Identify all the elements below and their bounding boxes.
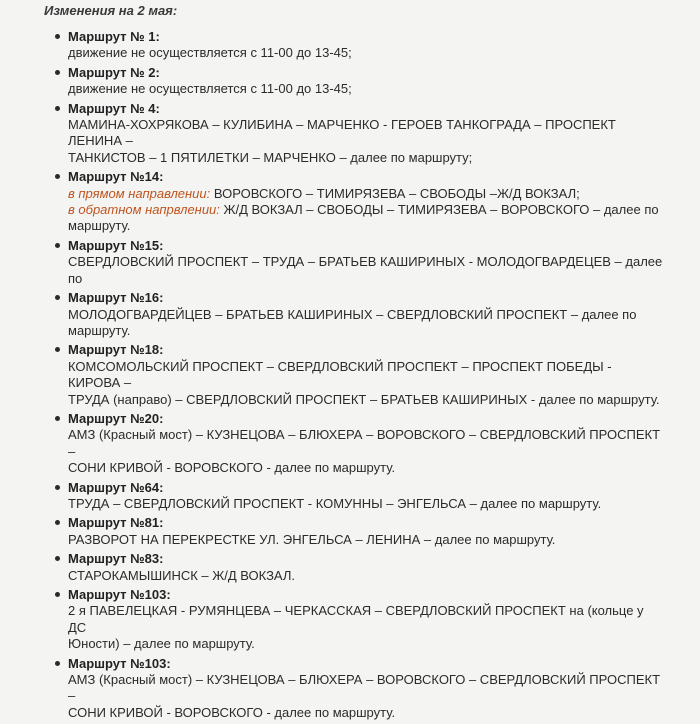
article-content [44, 0, 684, 720]
route-name: Маршрут №18: [68, 342, 164, 358]
list-item-route-81 [55, 515, 665, 548]
reverse-direction-text: Ж/Д ВОКЗАЛ – СВОБОДЫ – ТИМИРЯЗЕВА – ВОРОВСКОГО – далее по [219, 202, 659, 218]
route-description: СВЕРДЛОВСКИЙ ПРОСПЕКТ – ТРУДА – БРАТЬЕВ КАШИРИНЫХ - МОЛОДОГВАРДЕЦЕВ – далее по [68, 254, 663, 286]
route-name: Маршрут №20: [68, 410, 164, 426]
list-item-route-1 [55, 29, 665, 62]
route-description: маршруту. [68, 218, 131, 234]
route-description: маршруту. [68, 322, 131, 338]
list-item-route-64 [55, 480, 665, 513]
route-description: СТАРОКАМЫШИНСК – Ж/Д ВОКЗАЛ. [68, 567, 296, 583]
route-description: КОМСОМОЛЬСКИЙ ПРОСПЕКТ – СВЕРДЛОВСКИЙ ПРОСПЕКТ – ПРОСПЕКТ ПОБЕДЫ - КИРОВА – [68, 358, 612, 391]
route-description: ТРУДА (направо) – СВЕРДЛОВСКИЙ ПРОСПЕКТ – БРАТЬЕВ КАШИРИНЫХ - далее по маршруту. [68, 391, 660, 407]
route-description: движение не осуществляется с 11-00 до 13-45; [68, 81, 352, 97]
list-item-route-20 [55, 411, 665, 477]
route-description: ТРУДА – СВЕРДЛОВСКИЙ ПРОСПЕКТ - КОМУННЫ – ЭНГЕЛЬСА – далее по маршруту. [68, 495, 602, 511]
route-name: Маршрут № 1: [68, 29, 160, 44]
route-name: Маршрут №81: [68, 515, 164, 531]
route-reverse-direction [68, 202, 665, 218]
route-description: РАЗВОРОТ НА ПЕРЕКРЕСТКЕ УЛ. ЭНГЕЛЬСА – ЛЕНИНА – далее по маршруту. [68, 531, 556, 547]
list-item-route-18 [55, 342, 665, 408]
route-changes-list [55, 29, 665, 724]
route-description: ТАНКИСТОВ – 1 ПЯТИЛЕТКИ – МАРЧЕНКО – далее по маршруту; [68, 149, 473, 165]
route-description: АМЗ (Красный мост) – КУЗНЕЦОВА – БЛЮХЕРА – ВОРОВСКОГО – СВЕРДЛОВСКИЙ ПРОСПЕКТ – [68, 672, 661, 704]
list-item-route-4 [55, 101, 665, 167]
route-name: Маршрут №15: [68, 237, 164, 253]
route-description: СОНИ КРИВОЙ - ВОРОВСКОГО - далее по маршруту. [68, 704, 396, 720]
route-description: АМЗ (Красный мост) – КУЗНЕЦОВА – БЛЮХЕРА – ВОРОВСКОГО – СВЕРДЛОВСКИЙ ПРОСПЕКТ – [68, 427, 661, 459]
list-item-route-103-b [55, 656, 665, 722]
list-item-route-103-a [55, 587, 665, 653]
list-item-route-15 [55, 238, 665, 287]
reverse-direction-label: в обратном напрвлении: [68, 202, 220, 218]
route-name: Маршрут № 4: [68, 100, 160, 116]
route-name: Маршрут №14: [68, 169, 164, 185]
route-description: 2 я ПАВЕЛЕЦКАЯ - РУМЯНЦЕВА – ЧЕРКАССКАЯ – СВЕРДЛОВСКИЙ ПРОСПЕКТ на (кольце у ДС [68, 603, 644, 635]
route-name: Маршрут №16: [68, 290, 164, 306]
changes-heading: Изменения на 2 мая: [44, 3, 178, 18]
route-name: Маршрут №103: [68, 587, 171, 602]
route-name: Маршрут №83: [68, 551, 164, 567]
route-description: СОНИ КРИВОЙ - ВОРОВСКОГО - далее по маршруту. [68, 460, 396, 476]
route-name: Маршрут №103: [68, 655, 171, 671]
route-name: Маршрут №64: [68, 479, 164, 495]
list-item-route-14 [55, 169, 665, 235]
route-description: МАМИНА-ХОХРЯКОВА – КУЛИБИНА – МАРЧЕНКО - ГЕРОЕВ ТАНКОГРАДА – ПРОСПЕКТ ЛЕНИНА – [68, 117, 616, 149]
route-name: Маршрут № 2: [68, 64, 160, 80]
forward-direction-label: в прямом направлении: [68, 185, 211, 201]
forward-direction-text: ВОРОВСКОГО – ТИМИРЯЗЕВА – СВОБОДЫ –Ж/Д ВОКЗАЛ; [210, 185, 580, 201]
list-item-route-83 [55, 551, 665, 584]
route-description: МОЛОДОГВАРДЕЙЦЕВ – БРАТЬЕВ КАШИРИНЫХ – СВЕРДЛОВСКИЙ ПРОСПЕКТ – далее по [68, 306, 637, 322]
route-forward-direction [68, 186, 665, 202]
list-item-route-2 [55, 65, 665, 98]
route-description: Юности) – далее по маршруту. [68, 636, 255, 652]
list-item-route-16 [55, 290, 665, 339]
route-description: движение не осуществляется с 11-00 до 13-45; [68, 45, 352, 61]
